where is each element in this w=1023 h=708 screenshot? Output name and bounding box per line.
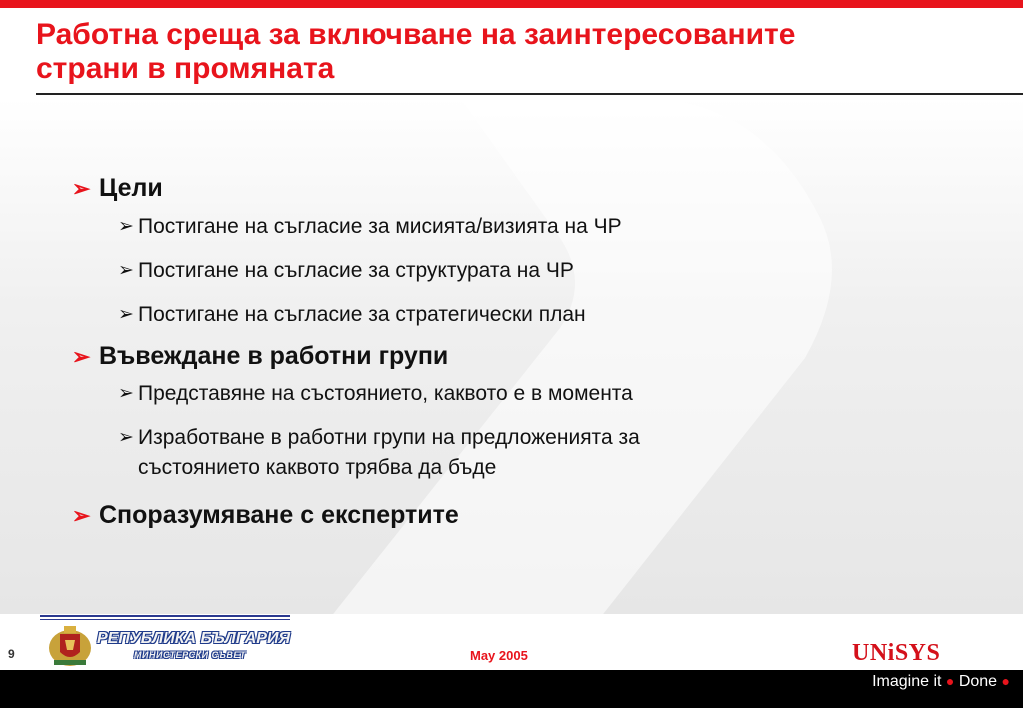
arrow-bullet-icon: ➢ xyxy=(72,503,91,528)
sub-bullet-text: Постигане на съгласие за стратегически план xyxy=(138,303,586,326)
bullet-experts xyxy=(72,501,832,530)
sub-bullet-text: Изработване в работни групи на предложенията за xyxy=(138,426,640,449)
slide-title xyxy=(36,18,1006,86)
arrow-bullet-icon: ➢ xyxy=(118,427,134,448)
bullet-goals xyxy=(72,174,832,203)
sub-bullet xyxy=(72,423,832,483)
sub-bullet-text: Постигане на съгласие за структурата на ЧР xyxy=(138,259,574,282)
sub-bullet-text: Представяне на състоянието, каквото е в момента xyxy=(138,382,633,405)
title-divider xyxy=(36,93,1023,95)
bullet-label: Цели xyxy=(99,174,163,202)
unisys-logo: UNiSYS xyxy=(852,640,941,666)
footer-rule xyxy=(40,615,290,617)
arrow-bullet-icon: ➢ xyxy=(118,383,134,404)
slide-title-line1: Работна среща за включване на заинтересованите xyxy=(36,18,796,51)
sub-bullet xyxy=(72,300,832,330)
red-dot-icon: ● xyxy=(945,673,955,689)
presentation-date: May 2005 xyxy=(470,648,528,663)
bullet-label: Въвеждане в работни групи xyxy=(99,342,449,370)
tagline xyxy=(872,673,1010,691)
coat-of-arms-icon xyxy=(46,622,94,668)
arrow-bullet-icon: ➢ xyxy=(118,260,134,281)
top-red-bar xyxy=(0,0,1023,8)
arrow-bullet-icon: ➢ xyxy=(72,344,91,369)
slide-title-line2: страни в промяната xyxy=(36,52,335,85)
bullet-working-groups xyxy=(72,342,832,371)
sub-bullet xyxy=(72,379,832,409)
tagline-part1: Imagine it xyxy=(872,673,942,690)
arrow-bullet-icon: ➢ xyxy=(118,304,134,325)
red-dot-icon: ● xyxy=(1001,673,1010,689)
sub-bullet xyxy=(72,256,832,286)
bottom-black-bar xyxy=(0,670,1023,708)
bullet-label: Споразумяване с експертите xyxy=(99,501,459,529)
sub-bullet-text-continued: състоянието каквото трябва да бъде xyxy=(138,456,497,479)
tagline-part2: Done xyxy=(958,673,998,690)
sub-bullet xyxy=(72,212,832,242)
bullet-list xyxy=(72,174,832,530)
footer-rule-thin xyxy=(40,619,290,620)
arrow-bullet-icon: ➢ xyxy=(72,176,91,201)
page-number: 9 xyxy=(8,647,15,661)
government-name: РЕПУБЛИКА БЪЛГАРИЯ xyxy=(97,630,291,647)
government-subtitle: МИНИСТЕРСКИ СЪВЕТ xyxy=(134,650,246,660)
sub-bullet-text: Постигане на съгласие за мисията/визията на ЧР xyxy=(138,215,622,238)
arrow-bullet-icon: ➢ xyxy=(118,216,134,237)
